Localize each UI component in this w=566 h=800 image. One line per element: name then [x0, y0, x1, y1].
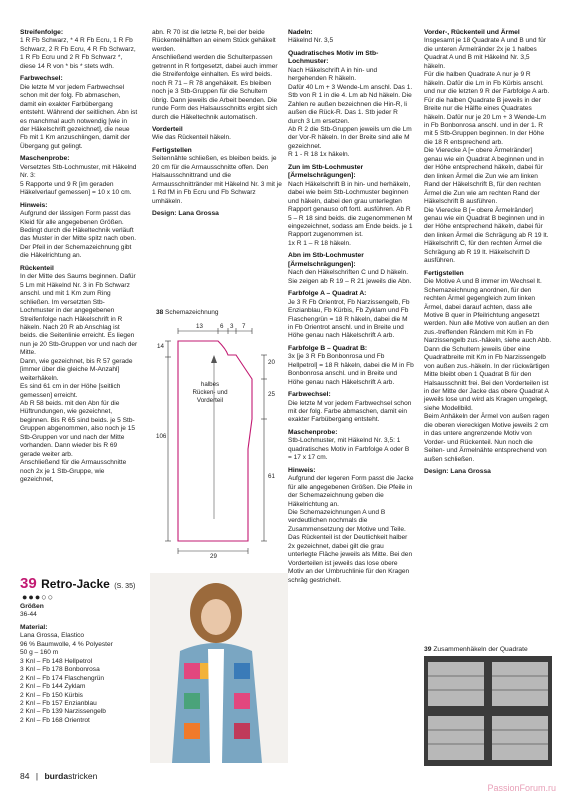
dim-bottom: 29 [210, 553, 217, 560]
dim-right-mid: 25 [268, 391, 275, 398]
dim-top-2: 6 [220, 323, 224, 330]
text-block [152, 147, 284, 206]
text-block [288, 467, 414, 585]
section-text: Nach Häkelschrift B in hin- und herhäkeln, dabei wie beim Stb-Lochmuster beginnen und häkeln, dabei den grau unterlegten Rapport genauso oft fortl. ausführen. Ab R 5 – R 18 sind beids. die zugenommenen M eingezeichnet, sodass am Ende beids. je 1 Rapport zugenommen ist. 1x R 1 – R 18 häkeln. [288, 180, 413, 247]
text-block [20, 29, 138, 71]
text-block [288, 290, 414, 341]
section-heading: Vorderteil [152, 125, 183, 133]
section-text: Lana Grossa, Elastico 96 % Baumwolle, 4 % Polyester 50 g – 160 m 3 Knl – Fb 148 Hellpetrol 3 Knl – Fb 178 Bonbonrosa 2 Knl – Fb 174 Flaschengrün 2 Knl – Fb 144 Zyklam 2 Knl – Fb 150 Kürbis 2 Knl – Fb 157 Enzianblau 2 Knl – Fb 139 Narzissengelb 2 Knl – Fb 168 Orientrot [20, 632, 113, 724]
dim-right-top: 20 [268, 359, 275, 366]
section-text: Nach den Häkelschriften C und D häkeln. Sie zeigen ab R 19 – R 21 jeweils die Abn. [288, 269, 412, 285]
footer: 84 | burdastricken [20, 771, 98, 781]
section-heading: Farbfolge B – Quadrat B: [288, 344, 368, 352]
column-2 [152, 29, 284, 219]
section-heading: Streifenfolge: [20, 29, 64, 36]
section-heading: Hinweis: [288, 466, 316, 474]
section-heading: Farbwechsel: [20, 75, 63, 83]
schematic-outline [156, 319, 286, 564]
text-block [424, 29, 552, 266]
section-text: Stb-Lochmuster, mit Häkelnd Nr. 3,5: 1 quadratisches Motiv in Farbfolge A oder B = 17 x 17 cm. [288, 437, 410, 462]
design-credit: Design: Lana Grossa [424, 468, 491, 476]
text-block [288, 252, 414, 286]
section-heading: Vorder-, Rückenteil und Ärmel [424, 29, 520, 36]
text-block [20, 155, 138, 197]
page-number: 84 [20, 771, 30, 781]
text-block [152, 29, 284, 122]
text-block [20, 75, 138, 151]
text-block [20, 624, 138, 725]
section-heading: Farbwechsel: [288, 391, 331, 399]
section-text: Aufgrund der lässigen Form passt das Kleid für alle angegebenen Größen. Bedingt durch die Häkeltechnik verläuft das Muster in der Mitte spitz nach oben. Der Pfeil in der Schemazeichnung gibt die Häkelrichtung an. [20, 210, 137, 260]
section-heading: Fertigstellen [152, 146, 192, 154]
section-text: 1 R Fb Schwarz, * 4 R Fb Ecru, 1 R Fb Schwarz, 2 R Fb Ecru, 4 R Fb Schwarz, 1 R Fb Ecru und 2 R Fb Schwarz *, diese 14 R von * bis * stets wdh. [20, 37, 136, 70]
text-block [288, 391, 414, 425]
section-heading: Quadratisches Motiv im Stb-Lochmuster: [288, 49, 379, 66]
section-heading: Rückenteil [20, 264, 54, 272]
section-heading: Zun im Stb-Lochmuster [Ärmelschrägungen]: [288, 163, 364, 180]
section-text: Nach Häkelschrift A in hin- und hergehenden R häkeln. Dafür 40 Lm + 3 Wende-Lm anschl. Das 1. Stb von R 1 in die 4. Lm ab Nd häkeln. Die Zahlen re außen bezeichnen die Hin-R, li außen die Rück-R. Das 1. Stb jeder R durch 3 Lm ersetzen. Ab R 2 die Stb-Gruppen jeweils um die Lm der Vor-R häkeln. In der Breite sind alle M gezeichnet. R 1 - R 18 1x häkeln. [288, 66, 413, 159]
jacket-photo [150, 573, 288, 763]
text-block [20, 202, 138, 261]
schematic-title: 38 Schemazeichnung [156, 309, 219, 316]
section-text: Die letzte M vor jedem Farbwechsel schon mit der folg. Farbe abmaschen, damit ein exakter Farbübergang entsteht. [288, 399, 412, 424]
text-block [288, 429, 414, 463]
detail-photo [424, 656, 552, 766]
section-text: Die Motive A und B immer im Wechsel lt. Schemazeichnung anordnen, für den rechten Ärmel gegengleich zum linken Ärmel, dabei darauf achten, dass alle Motive B quer in Pfeilrichtung angesetzt werden. Nun alle Motive von außen an den zus.-treffenden Rändern mit Km in Fb Narzissengelb zus.-häkeln, siehe auch Abb. Dann die Schultern jeweils über eine Quadratbreite mit Km in Fb Narzissengelb von außen zus.-häkeln. In der rückwärtigen Mitte bleibt oben 1 Quadrat B für den Halsausschnitt frei. Bei den Vorderteilen ist in der Mitte der Jacke das obere Quadrat A jeweils lose und wird als Kragen umgelegt, siehe Modellbild. Beim Anhäkeln der Ärmel von außen ragen die oberen viereckigen Motive jeweils 2 cm in das untere angrenzende Motiv von Vorder- und Rückenteil. Nun noch die Seiten- und Ärmelnähte entsprechend von außen schließen. [424, 278, 552, 463]
pattern-ref: (S. 35) [114, 583, 136, 590]
brand-logo-suffix: stricken [68, 771, 98, 781]
section-text: Häkelnd Nr. 3,5 [288, 37, 334, 45]
section-text: Wie das Rückenteil häkeln. [152, 134, 231, 142]
pattern-name: Retro-Jacke [41, 577, 110, 591]
section-heading: Material: [20, 623, 48, 631]
text-block [424, 270, 552, 464]
column-1-bottom [20, 603, 138, 729]
pattern-heading [20, 575, 150, 593]
text-block [288, 164, 414, 249]
section-text: Insgesamt je 18 Quadrate A und B und für die unteren Ärmelränder 2x je 1 halbes Quadrat A und B mit Häkelnd Nr. 3,5 häkeln. Für die halben Quadrate A nur je 9 R häkeln. Dafür die Lm in Fb Kürbis anschl. und nur die letzten 9 R der Farbfolge A arb. Für die halben Quadrate B jeweils in der Breite nur die Hälfte eines Quadrates häkeln. Dafür nur je 20 Lm + 3 Wende-Lm in Fb Bonbonrosa anschl. und in der 1. R mit 5 Stb-Gruppen beginnen. In der Höhe die 18 R entsprechend arb. Die Vierecke A [= obere Ärmelränder] genau wie ein Quadrat A beginnen und in der Höhe entsprechend häkeln, dabei für den linken Ärmel die Zun wie am linken Rand der Häkelschrift B, für den rechten Ärmel die Zun wie am rechten Rand der Häkelschrift B ausführen. Die Vierecke B [= obere Ärmelränder] genau wie ein Quadrat B beginnen und in der Höhe entsprechend häkeln, dabei für den linken Ärmel die Schrägung ab R 19 lt. Häkelschrift C, für den rechten Ärmel die Schrägung ab R 19 lt. Häkelschrift D ausführen. [424, 37, 550, 265]
design-credit: Design: Lana Grossa [152, 210, 219, 218]
column-4 [424, 29, 552, 477]
section-text: Aufgrund der legeren Form passt die Jacke für alle angegebenen Größen. Die Pfeile in der Schemazeichnung geben die Häkelrichtung an. Die Schemazeichnungen A und B verdeutlichen nochmals die Zusammensetzung der Motive und Teile. Das Rückenteil ist der Deutlichkeit halber 2x gezeichnet, dabei gilt die grau unterlegte Fläche jeweils als Mitte. Bei den Vorderteilen ist jeweils das lose obere Motiv an der Umbruchlinie für den Kragen schräg gestrichelt. [288, 475, 414, 584]
dim-top-4: 7 [242, 323, 246, 330]
section-heading: Größen [20, 603, 44, 610]
dim-top-1: 13 [196, 323, 203, 330]
section-text: 3x [je 3 R Fb Bonbonrosa und Fb Hellpetrol] = 18 R häkeln, dabei die M in Fb Bonbonrosa anschl. und in Breite und Höhe genau nach Häkelschrift A arb. [288, 353, 414, 386]
section-heading: Fertigstellen [424, 269, 464, 277]
difficulty-dots: ●●●○○ [22, 592, 55, 602]
dim-left-main: 106 [156, 433, 167, 440]
photo-caption: 39 Zusammenhäkeln der Quadrate [424, 646, 528, 653]
dim-right-bottom: 61 [268, 473, 275, 480]
schematic-center-label: halbes Rücken- und Vorderteil [192, 381, 228, 404]
section-text: Je 3 R Fb Orientrot, Fb Narzissengelb, Fb Enzianblau, Fb Kürbis, Fb Zyklam und Fb Flaschengrün = 18 R häkeln, dabei die M in Fb Orientrot anschl. und in Breite und Höhe genau nach Häkelschrift A arb. [288, 298, 410, 340]
text-block [20, 603, 138, 620]
column-1 [20, 29, 138, 489]
section-heading: Abn im Stb-Lochmuster [Ärmelschrägungen]: [288, 252, 364, 268]
section-text: Versetztes Stb-Lochmuster, mit Häkelnd Nr. 3: 5 Rapporte und 9 R [im geraden Häkelverlauf gemessen] = 10 x 10 cm. [20, 163, 137, 197]
section-text: 36-44 [20, 611, 37, 619]
section-heading: Maschenprobe: [20, 155, 70, 163]
section-text: In der Mitte des Saums beginnen. Dafür 5 Lm mit Häkelnd Nr. 3 in Fb Schwarz anschl. und mit 1 Km zum Ring schließen. Im versetzten Stb-Lochmuster in der angegebenen Streifenfolge nach Häkelschrift in R häkeln. Nach 20 R ab Anschlag ist beids. die Seitenlinie erreicht. Es liegen nun je 20 Stb-Gruppen vor und nach der Mitte. Dann, wie gezeichnet, bis R 57 gerade [immer über die gleiche M-Anzahl] weiterhäkeln. Es sind 61 cm in der Höhe [seitlich gemessen] erreicht. Ab R 58 beids. mit den Abn für die Hüftrundungen, wie gezeichnet, beginnen. Bis R 65 sind beids. je 5 Stb-Gruppen abgenommen, also noch je 15 Stb-Gruppen vor und nach der Mitte vorhanden. Dann wieder bis R 69 gerade weiter arb. Anschließend für die Armausschnitte noch 2x je 1 Stb-Gruppe, wie gezeichnet, [20, 273, 138, 484]
section-heading: Maschenprobe: [288, 428, 338, 436]
section-heading: Hinweis: [20, 201, 48, 209]
column-3 [288, 29, 414, 589]
dim-top-3: 3 [230, 323, 234, 330]
text-block [152, 126, 284, 143]
section-text: abn. R 70 ist die letzte R, bei der beide Rückenteilhälften an einem Stück gehäkelt werden. Anschließend werden die Schulterpassen getrennt in R fortgesetzt, dabei auch immer die Streifenfolge einhalten. Es wird beids. noch R 71 – R 78 angehäkelt. Es bleiben noch je 3 Stb-Gruppen für die Schultern übrig. Dann jeweils die Arbeit beenden. Die runde Form des Halsausschnitts ergibt sich durch die Häkeltechnik automatisch. [152, 29, 278, 121]
pattern-number: 39 [20, 575, 37, 592]
schematic-drawing [156, 309, 286, 564]
text-block [288, 345, 414, 387]
section-text: Seitennähte schließen, es bleiben beids. je 20 cm für die Armausschnitte offen. Den Halsausschnittrand und die Armausschnittränder mit Häkelnd Nr. 3 mit je 1 Rd fM in Fb Ecru und Fb Schwarz umhäkeln. [152, 155, 282, 205]
dim-left-top: 14 [157, 343, 164, 350]
section-heading: Nadeln: [288, 29, 313, 36]
brand-logo: burda [44, 771, 69, 781]
watermark: PassionForum.ru [487, 783, 556, 793]
section-heading: Farbfolge A – Quadrat A: [288, 290, 367, 298]
text-block [288, 29, 414, 46]
text-block [20, 265, 138, 485]
section-text: Die letzte M vor jedem Farbwechsel schon mit der folg. Fb abmaschen, damit ein exakter Farbübergang entsteht. Während der seitlichen. Abn ist es manchmal auch notwendig [wie in der Häkelschrift gezeichnet], die neue Fb mit 1 Km anzuschlingen, damit der Übergang gut gelingt. [20, 83, 138, 150]
text-block [288, 50, 414, 160]
